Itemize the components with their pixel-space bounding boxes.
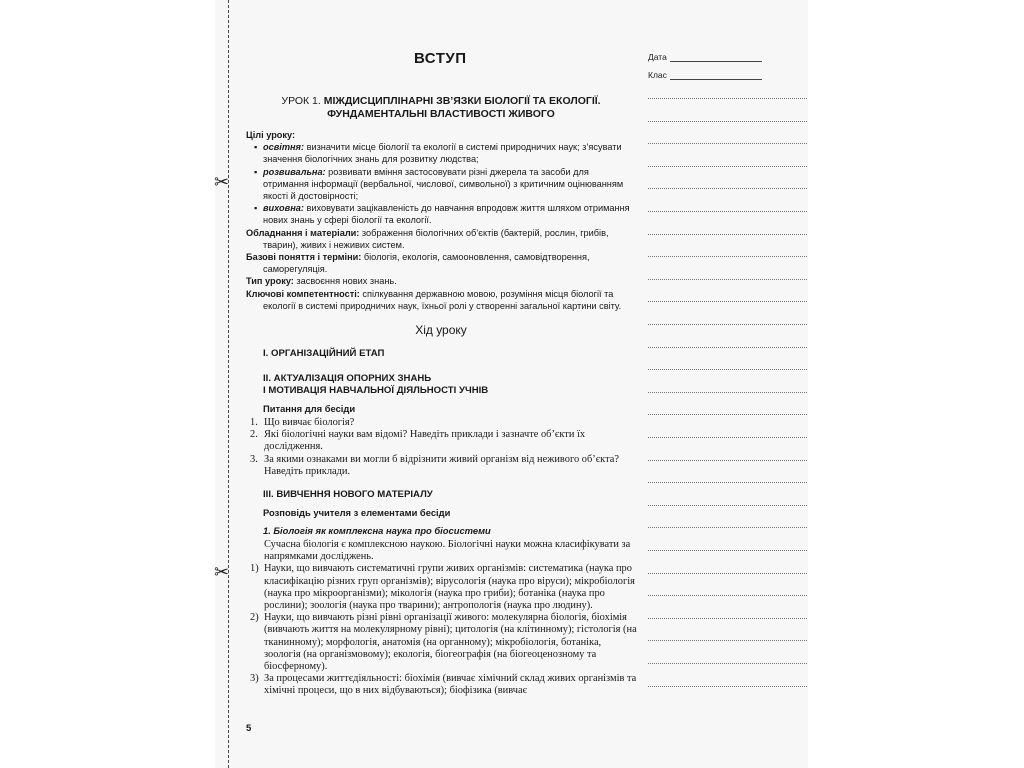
- note-line: [648, 369, 807, 370]
- scissors-icon: ✂: [214, 172, 230, 193]
- note-line: [648, 279, 807, 280]
- note-line: [648, 686, 807, 687]
- note-line: [648, 414, 807, 415]
- date-field: [648, 52, 762, 62]
- cut-line: [228, 0, 229, 768]
- class-field: [648, 70, 762, 80]
- goal-item: ▪ освітня: визначити місце біології та екології в системі природничих наук; з’ясувати значення біологічних знань для розвитку людства;: [254, 142, 622, 165]
- note-line: [648, 640, 807, 641]
- list-item: 1) Науки, що вивчають систематичні групи живих організмів: систематика (наука про класифікацію різних груп організмів); вірусологія (наука про віруси); мікробіологія (наука про мікроорганізми); мікологія (наука про гриби); ботаніка (наука про рослини); зоологія (наука про тварини); антропологія (наука про людину).: [250, 563, 635, 612]
- list-item: 3) За процесами життєдіяльності: біохімія (вивчає хімічний склад живих організмів та хімічні процеси, що в них відбуваються); біофізика (вивчає: [250, 673, 637, 697]
- lesson-title-line2: ФУНДАМЕНТАЛЬНІ ВЛАСТИВОСТІ ЖИВОГО: [327, 108, 555, 120]
- note-line: [648, 234, 807, 235]
- list-item: 2) Науки, що вивчають різні рівні організації живого: молекулярна біологія, біохімія (вивчають життя на молекулярному рівні); цитологія (на клітинному); гістологія (на тканинному); морфологія, анатомія (на органному); мікробіологія, ботаніка, зоологія (на організмовому); екологія, біогеографія (на біогеоценозному та біосферному).: [250, 612, 637, 673]
- questions-heading: Питання для бесіди: [263, 403, 356, 414]
- note-line: [648, 392, 807, 393]
- basic-terms: Базові поняття і терміни: біологія, екологія, самооновлення, самовідтворення, саморегуляція.: [246, 252, 590, 275]
- list-item: 1. Що вивчає біологія?: [250, 417, 355, 428]
- lesson-prefix: УРОК 1.: [281, 95, 321, 107]
- goal-item: ▪ виховна: виховувати зацікавленість до навчання впродовж життя шляхом отримання нових знань у сфері біології та екології.: [254, 203, 630, 226]
- course-heading: Хід уроку: [415, 323, 467, 337]
- intro-paragraph: Сучасна біологія є комплексною наукою. Біологічні науки можна класифікувати за напрямками досліджень.: [264, 539, 631, 563]
- list-item: 3. За якими ознаками ви могли б відрізнити живий організм від неживого об’єкта? Наведіть приклади.: [250, 453, 619, 477]
- note-line: [648, 98, 807, 99]
- note-line: [648, 460, 807, 461]
- note-line: [648, 166, 807, 167]
- note-line: [648, 437, 807, 438]
- key-competences: Ключові компетентності: спілкування державною мовою, розуміння місця біології та екології в системі природничих наук, їхньої ролі у створенні загальної картини світу.: [246, 288, 622, 311]
- note-line: [648, 550, 807, 551]
- note-line: [648, 256, 807, 257]
- story-heading: Розповідь учителя з елементами бесіди: [263, 507, 451, 518]
- goals-heading: Цілі уроку:: [246, 130, 296, 140]
- lesson-title: [246, 95, 636, 121]
- lesson-type: Тип уроку: засвоєння нових знань.: [246, 276, 397, 287]
- lesson-title-line1: МІЖДИСЦИПЛІНАРНІ ЗВ’ЯЗКИ БІОЛОГІЇ ТА ЕКОЛОГІЇ.: [323, 95, 601, 107]
- topic-heading: 1. Біологія як комплексна наука про біосистеми: [263, 525, 491, 536]
- questions-list: [250, 417, 638, 478]
- note-line: [648, 527, 807, 528]
- stage-2-heading: II. АКТУАЛІЗАЦІЯ ОПОРНИХ ЗНАНЬ I МОТИВАЦІЯ НАВЧАЛЬНОЇ ДІЯЛЬНОСТІ УЧНІВ: [263, 373, 489, 396]
- note-line: [648, 121, 807, 122]
- stage-1-heading: I. ОРГАНІЗАЦІЙНИЙ ЕТАП: [263, 348, 385, 359]
- page-title: ВСТУП: [414, 50, 467, 67]
- note-line: [648, 301, 807, 302]
- page-number: 5: [246, 723, 252, 734]
- note-line: [648, 573, 807, 574]
- note-line: [648, 143, 807, 144]
- goal-item: ▪ розвивальна: розвивати вміння застосовувати різні джерела та засоби для отримання інформації (вербальної, числової, символьної) з критичним оцінюванням якості й достовірності;: [254, 166, 624, 202]
- note-line: [648, 618, 807, 619]
- date-line: [670, 53, 762, 62]
- lesson-goals: [246, 129, 636, 312]
- note-line: [648, 324, 807, 325]
- note-line: [648, 505, 807, 506]
- date-label: Дата: [648, 52, 667, 62]
- content-body: [250, 539, 638, 698]
- class-line: [670, 71, 762, 80]
- note-line: [648, 188, 807, 189]
- list-item: 2. Які біологічні науки вам відомі? Наведіть приклади і зазначте об’єкти їх дослідження.: [250, 429, 586, 453]
- note-line: [648, 482, 807, 483]
- note-line: [648, 347, 807, 348]
- scissors-icon: ✂: [214, 562, 230, 583]
- note-line: [648, 211, 807, 212]
- stage-3-heading: III. ВИВЧЕННЯ НОВОГО МАТЕРІАЛУ: [263, 489, 433, 500]
- note-line: [648, 663, 807, 664]
- equipment: Обладнання і матеріали: зображення біологічних об’єктів (бактерій, рослин, грибів, тварин), живих і неживих систем.: [246, 227, 609, 250]
- note-line: [648, 595, 807, 596]
- class-label: Клас: [648, 70, 667, 80]
